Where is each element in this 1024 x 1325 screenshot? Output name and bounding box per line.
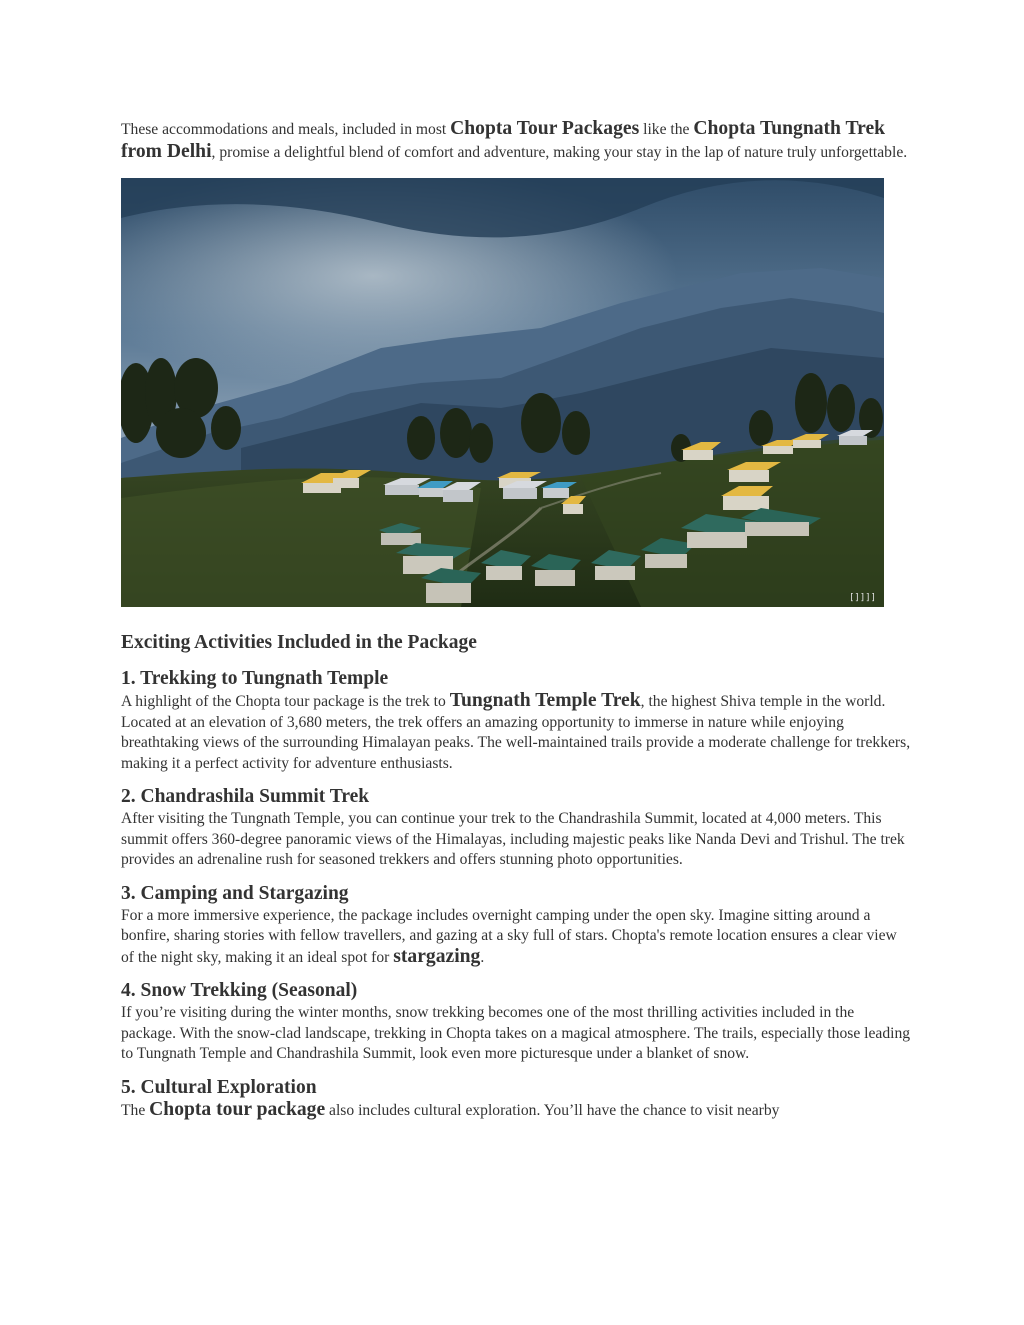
activity-title: 1. Trekking to Tungnath Temple — [121, 668, 389, 689]
activity-body: If you’re visiting during the winter months, snow trekking becomes one of the most thrilling activities included in the package. With the snow-clad landscape, trekking in Chopta takes on a magical atmosphere. The trails, especially those leading to Tungnath Temple and Chandrashila Summit, look even more picturesque under a blanket of snow. — [121, 1004, 911, 1062]
activity-title: 3. Camping and Stargazing — [121, 882, 349, 904]
chopta-tour-packages-link[interactable]: Chopta Tour Packages — [450, 118, 640, 139]
stargazing-link[interactable]: stargazing — [393, 945, 481, 967]
activity-body: After visiting the Tungnath Temple, you can continue your trek to the Chandrashila Summit, located at 4,000 meters. This summit offers 360-degree panoramic views of the Himalayas, including majestic peaks like Nanda Devi and Trishul. The trek provides an adrenaline rush for seasoned trekkers and offers stunning photo opportunities. — [121, 810, 905, 868]
activity-camping — [121, 882, 911, 969]
activity-text: . — [480, 948, 485, 966]
activity-body — [121, 906, 911, 969]
intro-paragraph — [121, 118, 911, 163]
activity-text: also includes cultural exploration. You’ll have the chance to visit nearby — [325, 1101, 780, 1119]
activity-tungnath — [121, 667, 911, 774]
intro-text-3: , promise a delightful blend of comfort and adventure, making your stay in the lap of nature truly unforgettable. — [211, 143, 908, 161]
activity-title: 2. Chandrashila Summit Trek — [121, 786, 370, 807]
document-page — [121, 118, 911, 1121]
activity-body — [121, 1100, 911, 1122]
intro-text-2: like the — [639, 121, 694, 138]
activity-text: The — [121, 1101, 150, 1119]
chopta-camp-photo — [121, 178, 884, 607]
activity-text: For a more immersive experience, the package includes overnight camping under the open sky. Imagine sitting around a bonfire, sharing stories with fellow travellers, and gazing at a sky full of stars. Chopta's remote location ensures a clear view of the night sky, making it an ideal spot for — [121, 906, 897, 966]
intro-text-1: These accommodations and meals, included in most — [121, 121, 451, 138]
chopta-tungnath-trek-link[interactable]: Chopta Tungnath Trek from Delhi — [121, 118, 886, 162]
section-heading: Exciting Activities Included in the Package — [121, 632, 477, 653]
tungnath-temple-trek-link[interactable]: Tungnath Temple Trek — [449, 690, 641, 711]
activity-body — [121, 691, 911, 774]
activity-title: 5. Cultural Exploration — [121, 1076, 317, 1098]
activity-title: 4. Snow Trekking (Seasonal) — [121, 980, 358, 1001]
activity-text: A highlight of the Chopta tour package is the trek to — [121, 693, 450, 710]
activity-cultural — [121, 1076, 911, 1122]
activity-chandrashila — [121, 785, 911, 871]
photo-watermark: []]]] — [849, 593, 877, 603]
chopta-tour-package-link[interactable]: Chopta tour package — [149, 1098, 326, 1120]
activity-text: , the highest Shiva temple in the world. Located at an elevation of 3,680 meters, the trek offers an amazing opportunity to immerse in nature while enjoying breathtaking views of the surrounding Himalayan peaks. The well-maintained trails provide a moderate challenge for trekkers, making it a perfect activity for adventure enthusiasts. — [121, 693, 911, 772]
activity-snow-trekking — [121, 979, 911, 1065]
